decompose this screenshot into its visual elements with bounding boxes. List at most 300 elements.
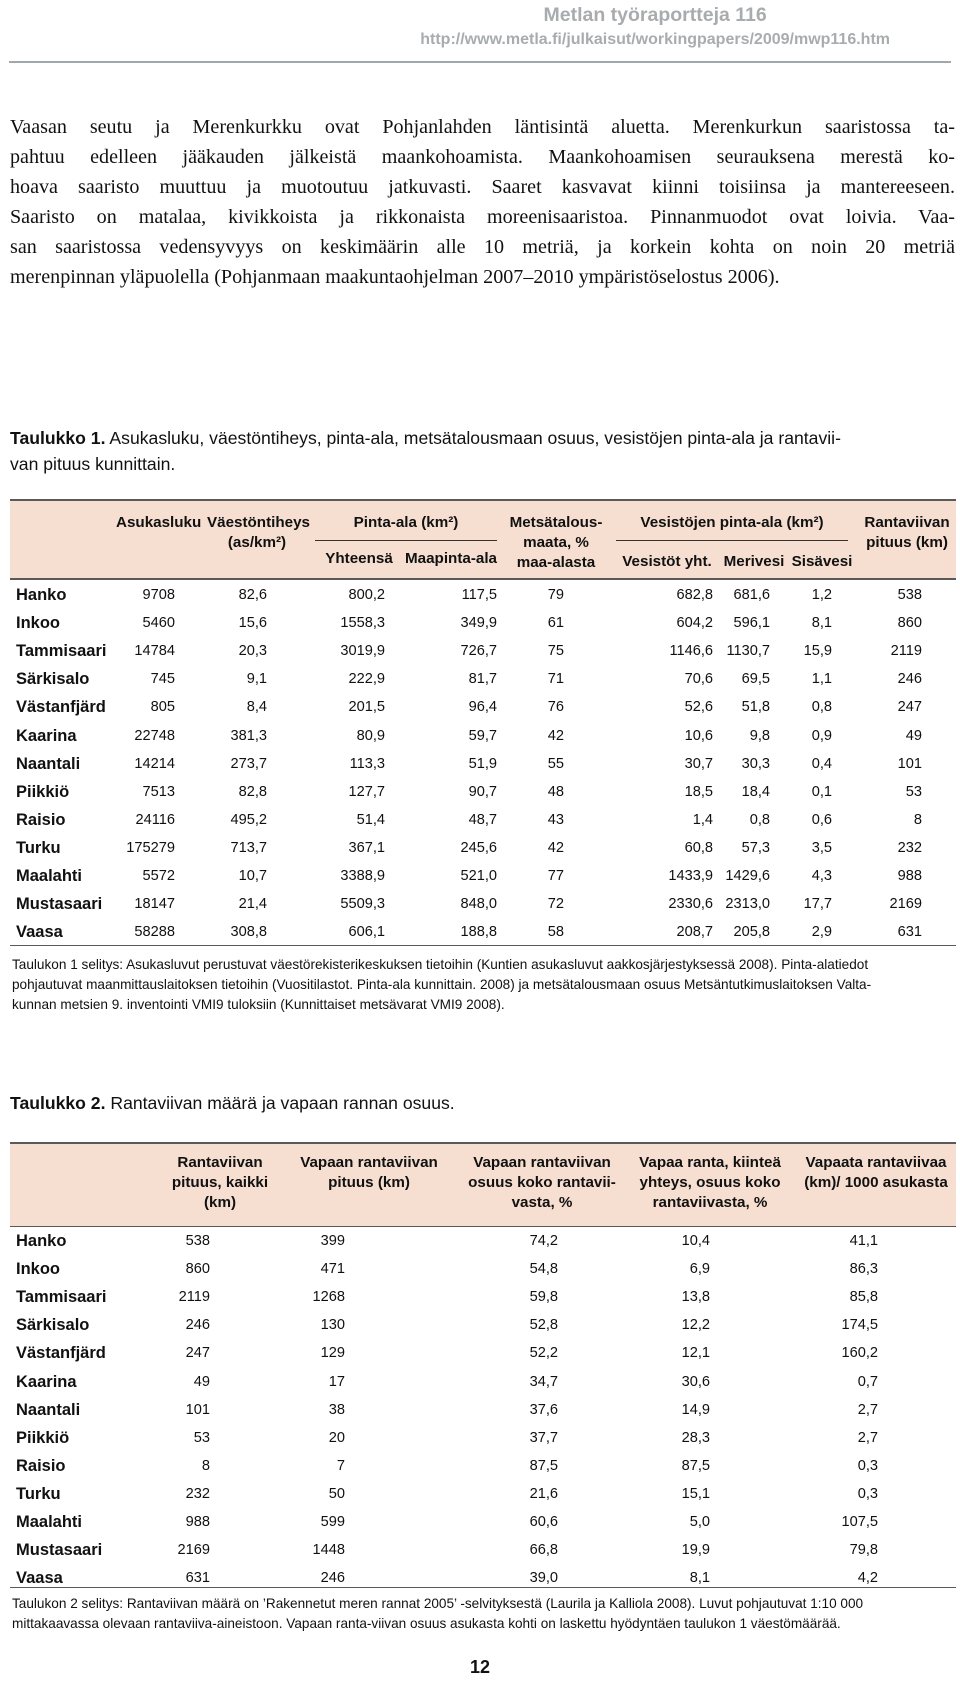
row-municipality: Hanko — [16, 586, 67, 604]
table-cell: 308,8 — [230, 924, 267, 941]
table-cell: 43 — [547, 811, 564, 828]
th-sisavesi: Sisävesi — [791, 553, 853, 570]
table-row — [10, 1425, 956, 1453]
table-row — [10, 582, 956, 610]
table-cell: 28,3 — [681, 1429, 710, 1446]
table-cell: 20,3 — [238, 643, 267, 660]
table-cell: 42 — [547, 839, 564, 856]
table1-caption-text-cont: van pituus kunnittain. — [10, 454, 176, 474]
table-cell: 18,5 — [684, 783, 713, 800]
table-cell: 682,8 — [676, 587, 713, 603]
table-row — [10, 1537, 956, 1565]
table-cell: 34,7 — [529, 1373, 558, 1390]
row-municipality: Inkoo — [16, 614, 60, 633]
th-asukasluku: Asukasluku — [116, 514, 202, 531]
publication-url[interactable]: http://www.metla.fi/julkaisut/workingpapers/2009/mwp116.htm — [420, 31, 890, 48]
table-cell: 72 — [547, 896, 564, 913]
table-cell: 51,4 — [356, 811, 385, 828]
th2-line: (km) — [203, 1194, 237, 1211]
table-cell: 2169 — [889, 896, 922, 913]
page-number: 12 — [469, 1657, 491, 1677]
table-cell: 107,5 — [841, 1514, 878, 1530]
th-tiheys-1: Väestöntiheys — [207, 514, 310, 531]
table-cell: 538 — [897, 587, 922, 603]
table-row — [10, 751, 956, 779]
table-cell: 113,3 — [349, 755, 385, 772]
table-cell: 201,5 — [348, 699, 385, 716]
table-cell: 70,6 — [684, 671, 713, 688]
table-cell: 222,9 — [348, 671, 385, 688]
table-cell: 60,8 — [684, 839, 713, 856]
table-cell: 42 — [547, 727, 564, 744]
table-cell: 10,7 — [238, 868, 267, 884]
table-cell: 1433,9 — [668, 868, 713, 884]
table-cell: 9,1 — [246, 671, 267, 688]
table1-caption — [10, 425, 955, 477]
table-row — [10, 1397, 956, 1425]
table-cell: 30,3 — [741, 755, 770, 772]
table-cell: 24116 — [135, 811, 175, 828]
th-maapinta-ala: Maapinta-ala — [405, 550, 497, 567]
table-cell: 860 — [185, 1261, 210, 1278]
table-cell: 79 — [547, 587, 564, 603]
table-cell: 87,5 — [681, 1457, 710, 1474]
paragraph-line: Vaasan seutu ja Merenkurkku ovat Pohjanlahden läntisintä aluetta. Merenkurkun saaristossa ta- — [10, 116, 955, 138]
table2-caption-label: Taulukko 2. — [10, 1093, 106, 1113]
table-cell: 188,8 — [460, 924, 497, 941]
th2-line: pituus, kaikki — [171, 1174, 269, 1191]
th-vesistot-yht: Vesistöt yht. — [622, 553, 712, 570]
table-row — [10, 1453, 956, 1481]
table-row — [10, 666, 956, 694]
table-row — [10, 1565, 956, 1593]
th-merivesi: Merivesi — [723, 553, 785, 570]
table-cell: 1,2 — [811, 587, 832, 603]
table-cell: 1130,7 — [726, 643, 770, 660]
table-cell: 3388,9 — [340, 868, 385, 884]
table-cell: 0,4 — [811, 755, 832, 772]
table-cell: 39,0 — [529, 1570, 558, 1587]
table1-note — [12, 955, 947, 1015]
row-municipality: Piikkiö — [16, 782, 70, 801]
th-metsa-2: maata, % — [523, 534, 589, 551]
table-cell: 0,8 — [811, 699, 832, 716]
table-cell: 205,8 — [733, 924, 770, 941]
table-cell: 0,9 — [811, 727, 832, 744]
table-cell: 9708 — [142, 587, 175, 603]
table-cell: 349,9 — [460, 615, 497, 632]
note-line: Taulukon 1 selitys: Asukasluvut perustuvat väestörekisterikeskuksen tietoihin (Kuntien asukasluvut aakkosjärjestyksessä 2008). Pinta-alatiedot — [12, 957, 869, 972]
table2-header-rule — [10, 1226, 956, 1227]
row-municipality: Maalahti — [16, 867, 83, 885]
table-cell: 12,1 — [681, 1345, 710, 1362]
table-cell: 101 — [185, 1401, 210, 1418]
table-row — [10, 1228, 956, 1256]
th2-vapaan-osuus — [456, 1153, 628, 1213]
table-cell: 246 — [897, 671, 922, 688]
table-cell: 12,2 — [681, 1317, 710, 1334]
table-cell: 21,4 — [238, 896, 267, 913]
table-cell: 81,7 — [468, 671, 497, 688]
table-cell: 0,6 — [811, 811, 832, 828]
table-cell: 988 — [185, 1514, 210, 1530]
table-cell: 61 — [547, 615, 564, 632]
table-row — [10, 723, 956, 751]
th2-vapaan-pituus — [289, 1153, 449, 1193]
table-cell: 1558,3 — [340, 615, 385, 632]
table-cell: 232 — [897, 839, 922, 856]
row-municipality: Raisio — [16, 810, 66, 829]
table-row — [10, 835, 956, 863]
th2-line: Vapaan rantaviivan — [473, 1154, 611, 1171]
table-cell: 399 — [320, 1233, 345, 1249]
table-cell: 22748 — [134, 727, 175, 744]
th2-line: Vapaata rantaviivaa — [805, 1154, 947, 1171]
table-cell: 596,1 — [733, 615, 770, 632]
table-cell: 57,3 — [741, 839, 770, 856]
row-municipality: Hanko — [16, 1232, 67, 1250]
table-cell: 2330,6 — [668, 896, 713, 913]
table-cell: 174,5 — [841, 1317, 878, 1334]
paragraph-line: san saaristossa vedensyvyys on keskimäärin alle 10 metriä, ja korkein kohta on noin 20 metriä — [10, 236, 955, 258]
header-divider — [9, 61, 951, 63]
table-cell: 48 — [547, 783, 564, 800]
table-cell: 7 — [336, 1457, 345, 1474]
table-cell: 51,8 — [741, 699, 770, 716]
table-cell: 0,3 — [857, 1457, 878, 1474]
table-cell: 59,7 — [468, 727, 497, 744]
table-row — [10, 891, 956, 919]
th2-line: rantaviivasta, % — [652, 1194, 768, 1211]
table-row — [10, 779, 956, 807]
table-cell: 53 — [905, 783, 922, 800]
table-cell: 2,7 — [857, 1401, 878, 1418]
table-cell: 860 — [897, 615, 922, 632]
table-cell: 129 — [320, 1345, 345, 1362]
row-municipality: Kaarina — [16, 726, 77, 745]
table-cell: 3019,9 — [340, 643, 385, 660]
table-cell: 21,6 — [529, 1485, 558, 1502]
row-municipality: Turku — [16, 838, 61, 857]
table-cell: 2169 — [177, 1542, 210, 1559]
th2-line: vasta, % — [511, 1194, 573, 1211]
table-row — [10, 1340, 956, 1368]
table2-caption — [10, 1090, 455, 1116]
table-cell: 79,8 — [849, 1542, 878, 1559]
table-cell: 1448 — [312, 1542, 345, 1559]
th-vesisto-rule — [616, 540, 848, 541]
page-header — [420, 2, 890, 52]
table-row — [10, 807, 956, 835]
table-cell: 15,1 — [681, 1485, 710, 1502]
table-cell: 246 — [185, 1317, 210, 1334]
table-row — [10, 863, 956, 891]
table-row — [10, 1509, 956, 1537]
row-municipality: Vaasa — [16, 1569, 63, 1588]
table-row — [10, 1312, 956, 1340]
table-cell: 2,7 — [857, 1429, 878, 1446]
row-municipality: Kaarina — [16, 1372, 77, 1391]
table-cell: 14214 — [134, 755, 175, 772]
table-cell: 6,9 — [689, 1261, 710, 1278]
th2-line: (km)/ 1000 asukasta — [804, 1174, 948, 1191]
table-cell: 538 — [185, 1233, 210, 1249]
table-cell: 175279 — [126, 839, 175, 856]
table-cell: 80,9 — [356, 727, 385, 744]
table-cell: 606,1 — [348, 924, 385, 941]
table-cell: 208,7 — [676, 924, 713, 941]
th-ranta-2: pituus (km) — [866, 534, 948, 551]
table-cell: 0,3 — [857, 1485, 878, 1502]
table-cell: 55 — [547, 755, 564, 772]
th-pinta-ala-rule — [315, 540, 497, 541]
table-cell: 77 — [547, 868, 564, 884]
table-cell: 631 — [185, 1570, 210, 1587]
th2-per-asukas — [796, 1153, 956, 1193]
table-cell: 90,7 — [468, 783, 497, 800]
th-yhteensa: Yhteensä — [325, 550, 393, 567]
table-cell: 52,8 — [529, 1317, 558, 1334]
table2-caption-text: Rantaviivan määrä ja vapaan rannan osuus. — [105, 1093, 455, 1113]
table-cell: 69,5 — [741, 671, 770, 688]
row-municipality: Särkisalo — [16, 670, 90, 689]
row-municipality: Piikkiö — [16, 1428, 70, 1447]
table-row — [10, 1481, 956, 1509]
th-metsa-3: maa-alasta — [516, 554, 596, 571]
table-cell: 848,0 — [460, 896, 497, 913]
row-municipality: Raisio — [16, 1456, 66, 1475]
table-cell: 49 — [905, 727, 922, 744]
row-municipality: Särkisalo — [16, 1316, 90, 1335]
table-cell: 2313,0 — [725, 896, 770, 913]
table-cell: 800,2 — [348, 587, 385, 603]
note-line: kunnan metsien 9. inventointi VMI9 tuloksiin (Kunnittaiset metsävarat VMI9 2008). — [12, 997, 505, 1012]
table-cell: 48,7 — [468, 811, 497, 828]
table-cell: 0,8 — [749, 811, 770, 828]
th2-line: osuus koko rantavii- — [468, 1174, 616, 1191]
table-cell: 273,7 — [230, 755, 267, 772]
table-cell: 247 — [185, 1345, 210, 1362]
table2-note — [12, 1594, 947, 1634]
table-cell: 18147 — [134, 896, 175, 913]
th-tiheys-2: (as/km²) — [227, 534, 287, 551]
table-cell: 471 — [320, 1261, 345, 1278]
table-cell: 52,2 — [529, 1345, 558, 1362]
table-cell: 30,6 — [681, 1373, 710, 1390]
table-cell: 232 — [185, 1485, 210, 1502]
table1-caption-text: Asukasluku, väestöntiheys, pinta-ala, metsätalousmaan osuus, vesistöjen pinta-ala ja rantavii- — [105, 428, 841, 448]
table-cell: 3,5 — [811, 839, 832, 856]
note-line: pohjautuvat maanmittauslaitoksen tietoihin (Vuositilastot. Pinta-ala kunnittain. 2008) ja metsätalousmaan osuus Metsäntutkimuslaitoksen Valta- — [12, 977, 872, 992]
table2-header — [10, 1144, 956, 1226]
th2-line: yhteys, osuus koko — [639, 1174, 781, 1191]
table-cell: 85,8 — [849, 1289, 878, 1306]
table-cell: 1146,6 — [669, 643, 713, 660]
table-cell: 681,6 — [733, 587, 770, 603]
table-cell: 130 — [320, 1317, 345, 1334]
table-cell: 30,7 — [684, 755, 713, 772]
body-paragraph — [10, 112, 955, 292]
table-row — [10, 919, 956, 947]
table-cell: 38 — [328, 1401, 345, 1418]
th2-line: pituus (km) — [328, 1174, 410, 1191]
table-cell: 8,1 — [811, 615, 832, 632]
table-cell: 15,9 — [803, 643, 832, 660]
table-cell: 17 — [328, 1373, 345, 1390]
th2-line: Rantaviivan — [177, 1154, 263, 1171]
row-municipality: Inkoo — [16, 1260, 60, 1279]
table-cell: 604,2 — [676, 615, 713, 632]
th-metsa-1: Metsätalous- — [509, 514, 603, 531]
table-cell: 1,4 — [692, 811, 713, 828]
table-cell: 14,9 — [681, 1401, 710, 1418]
table-cell: 82,6 — [238, 587, 267, 603]
table1-bottom-rule — [10, 945, 956, 946]
table-cell: 86,3 — [849, 1261, 878, 1278]
table-row — [10, 1284, 956, 1312]
table-cell: 13,8 — [681, 1289, 710, 1306]
table-cell: 2,9 — [811, 924, 832, 941]
table-cell: 53 — [193, 1429, 210, 1446]
th2-kiintea-yhteys — [630, 1153, 790, 1213]
table-cell: 117,5 — [461, 587, 497, 603]
table-cell: 988 — [897, 868, 922, 884]
table1-header — [10, 501, 956, 578]
table-cell: 76 — [547, 699, 564, 716]
table-cell: 52,6 — [684, 699, 713, 716]
table-row — [10, 638, 956, 666]
table-cell: 71 — [547, 671, 564, 688]
row-municipality: Naantali — [16, 1400, 81, 1419]
table-cell: 75 — [547, 643, 564, 660]
row-municipality: Västanfjärd — [16, 1344, 106, 1363]
table-cell: 37,7 — [529, 1429, 558, 1446]
table-cell: 245,6 — [460, 839, 497, 856]
table-row — [10, 610, 956, 638]
table-cell: 5509,3 — [340, 896, 385, 913]
table-cell: 49 — [193, 1373, 210, 1390]
table-cell: 5,0 — [689, 1514, 710, 1530]
row-municipality: Turku — [16, 1484, 61, 1503]
th2-line: Vapaa ranta, kiinteä — [639, 1154, 781, 1171]
table1-caption-label: Taulukko 1. — [10, 428, 106, 448]
row-municipality: Naantali — [16, 754, 81, 773]
table-cell: 54,8 — [529, 1261, 558, 1278]
table-cell: 41,1 — [849, 1233, 878, 1249]
table-cell: 18,4 — [741, 783, 770, 800]
table-cell: 59,8 — [529, 1289, 558, 1306]
table-cell: 247 — [897, 699, 922, 716]
table-cell: 8,1 — [689, 1570, 710, 1587]
table-row — [10, 1369, 956, 1397]
publication-title: Metlan työraportteja 116 — [543, 4, 767, 26]
paragraph-line: hoava saaristo muuttuu ja muotoutuu jatkuvasti. Saaret kasvavat kiinni toisiinsa ja mantereeseen. — [10, 176, 955, 198]
table-cell: 381,3 — [230, 727, 267, 744]
row-municipality: Mustasaari — [16, 1541, 103, 1560]
th2-line: Vapaan rantaviivan — [300, 1154, 438, 1171]
table-cell: 10,4 — [681, 1233, 710, 1249]
table-cell: 9,8 — [749, 727, 770, 744]
table-cell: 14784 — [134, 643, 175, 660]
table-cell: 20 — [328, 1429, 345, 1446]
table-cell: 2119 — [178, 1289, 210, 1306]
table-cell: 127,7 — [348, 783, 385, 800]
paragraph-line: pahtuu edelleen jääkauden jälkeistä maankohoamista. Maankohoamisen seurauksena merestä ko- — [10, 146, 955, 168]
table-cell: 4,2 — [857, 1570, 878, 1587]
th-ranta-1: Rantaviivan — [864, 514, 950, 531]
table-cell: 5572 — [142, 868, 175, 884]
table-cell: 631 — [897, 924, 922, 941]
table-cell: 82,8 — [238, 783, 267, 800]
table-cell: 51,9 — [468, 755, 497, 772]
table-cell: 50 — [328, 1485, 345, 1502]
table-cell: 1,1 — [811, 671, 832, 688]
table-cell: 713,7 — [230, 839, 267, 856]
table1-header-rule — [10, 578, 956, 580]
table-cell: 8 — [201, 1457, 210, 1474]
table-cell: 74,2 — [529, 1233, 558, 1249]
table-cell: 15,6 — [238, 615, 267, 632]
row-municipality: Tammisaari — [16, 1288, 107, 1307]
row-municipality: Västanfjärd — [16, 698, 106, 717]
table-cell: 66,8 — [529, 1542, 558, 1559]
table-cell: 60,6 — [529, 1514, 558, 1530]
table-cell: 19,9 — [681, 1542, 710, 1559]
table-cell: 8 — [913, 811, 922, 828]
th2-rantaviiva — [160, 1153, 280, 1213]
row-municipality: Mustasaari — [16, 895, 103, 914]
table-cell: 5460 — [142, 615, 175, 632]
note-line: Taulukon 2 selitys: Rantaviivan määrä on ’Rakennetut meren rannat 2005’ -selvityksestä (Laurila ja Kalliola 2008). Luvut pohjautuvat 1:10 000 — [12, 1596, 864, 1611]
paragraph-line: Saaristo on matalaa, kivikkoista ja rikkonaista moreenisaaristoa. Pinnanmuodot ovat loivia. Vaa- — [10, 206, 955, 228]
row-municipality: Tammisaari — [16, 642, 107, 661]
table-cell: 495,2 — [230, 811, 267, 828]
table-cell: 805 — [150, 699, 175, 716]
row-municipality: Maalahti — [16, 1513, 83, 1531]
table-row — [10, 1256, 956, 1284]
table-cell: 599 — [320, 1514, 345, 1530]
table2-bottom-rule — [10, 1587, 956, 1588]
th-vesisto: Vesistöjen pinta-ala (km²) — [640, 514, 824, 531]
table-cell: 37,6 — [529, 1401, 558, 1418]
table-cell: 87,5 — [529, 1457, 558, 1474]
table-cell: 10,6 — [684, 727, 713, 744]
table-cell: 367,1 — [348, 839, 385, 856]
table-row — [10, 694, 956, 722]
table-cell: 1268 — [312, 1289, 345, 1306]
table-cell: 58288 — [134, 924, 175, 941]
table-cell: 2119 — [890, 643, 922, 660]
table-cell: 1429,6 — [725, 868, 770, 884]
paragraph-line: merenpinnan yläpuolella (Pohjanmaan maakuntaohjelman 2007–2010 ympäristöselostus 2006). — [10, 266, 780, 288]
table-cell: 726,7 — [460, 643, 497, 660]
table-cell: 7513 — [142, 783, 175, 800]
table-cell: 0,7 — [857, 1373, 878, 1390]
table-cell: 246 — [320, 1570, 345, 1587]
table-cell: 0,1 — [811, 783, 832, 800]
th-pinta-ala: Pinta-ala (km²) — [353, 514, 459, 531]
table-cell: 745 — [150, 671, 175, 688]
table-cell: 96,4 — [468, 699, 497, 716]
table-cell: 8,4 — [246, 699, 267, 716]
table-cell: 160,2 — [841, 1345, 878, 1362]
table-cell: 101 — [897, 755, 922, 772]
note-line: mittakaavassa olevaan rantaviiva-aineistoon. Vapaan ranta-viivan osuus asukasta kohti on laskettu hyödyntäen taulukon 1 väestömäärää. — [12, 1616, 841, 1631]
table-cell: 521,0 — [460, 868, 497, 884]
table-cell: 4,3 — [811, 868, 832, 884]
row-municipality: Vaasa — [16, 923, 63, 942]
table-cell: 58 — [547, 924, 564, 941]
